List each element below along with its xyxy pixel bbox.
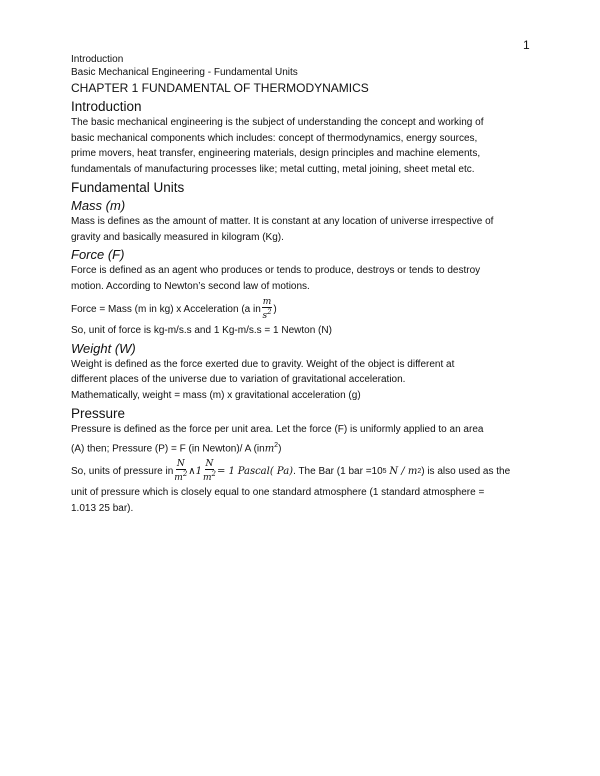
introduction-line: basic mechanical components which includes: concept of thermodynamics, energy sources, [71, 132, 478, 144]
introduction-line: prime movers, heat transfer, engineering materials, design principles and machine elements, [71, 148, 481, 159]
force-line: Force is defined as an agent who produces or tends to produce, destroys or tends to destroy [71, 265, 481, 276]
force-formula [71, 298, 531, 321]
introduction-line: fundamentals of manufacturing processes like; metal cutting, metal joining, sheet metal etc. [71, 163, 475, 175]
fraction-numerator: m [262, 297, 272, 307]
fraction-denominator: $s^2$ [262, 308, 272, 321]
weight-heading: Weight (W) [71, 340, 136, 356]
mass-line: gravity and basically measured in kilogram (Kg). [71, 231, 284, 243]
force-unit-line: So, unit of force is kg-m/s.s and 1 Kg-m/s.s = 1 Newton (N) [71, 325, 332, 336]
introduction-line: The basic mechanical engineering is the subject of understanding the concept and working of [71, 117, 484, 128]
force-line: motion. According to Newton’s second law of motions. [71, 280, 310, 292]
acceleration-fraction [262, 298, 273, 321]
force-formula-prefix: Force = Mass (m in kg) x Acceleration (a in [71, 304, 261, 315]
pressure-line: 1.013 25 bar). [71, 502, 134, 514]
mass-line: Mass is defines as the amount of matter. It is constant at any location of universe irrespective of [71, 216, 494, 227]
running-header-1: Introduction [71, 54, 124, 65]
force-heading: Force (F) [71, 247, 125, 262]
pressure-fraction: $\frac{N}{m^2}$ [174, 459, 188, 484]
weight-line: Weight is defined as the force exerted due to gravity. Weight of the object is different at [71, 358, 455, 370]
pressure-line: Pressure is defined as the force per unit area. Let the force (F) is uniformly applied to an area [71, 424, 484, 435]
pressure-line: (A) then; Pressure (P) = F (in Newton)/ A (inm$^2$) [71, 441, 282, 454]
chapter-title: CHAPTER 1 FUNDAMENTAL OF THERMODYNAMICS [71, 81, 369, 95]
running-header-2: Basic Mechanical Engineering - Fundamental Units [71, 67, 298, 78]
pressure-line: unit of pressure which is closely equal to one standard atmosphere (1 standard atmosphere = [71, 487, 485, 499]
force-formula-suffix: ) [273, 304, 277, 315]
weight-line: Mathematically, weight = mass (m) x gravitational acceleration (g) [71, 389, 361, 401]
fundamental-units-heading: Fundamental Units [71, 180, 185, 195]
introduction-heading: Introduction [71, 99, 142, 114]
mass-heading: Mass (m) [71, 198, 126, 213]
pressure-fraction: $\frac{N}{m^2}$ [202, 459, 216, 484]
page-number: 1 [523, 38, 530, 52]
weight-line: different places of the universe due to variation of gravitational acceleration. [71, 374, 406, 385]
pressure-units-formula: So, units of pressure in $\frac{N}{m^2}$ ∧1 $\frac{N}{m^2}$ = 1 Pascal( Pa) . The Bar (1 bar =10 5 N / m 2 ) is also used as the [71, 459, 511, 484]
pressure-heading: Pressure [71, 406, 126, 421]
document-body [71, 53, 531, 516]
